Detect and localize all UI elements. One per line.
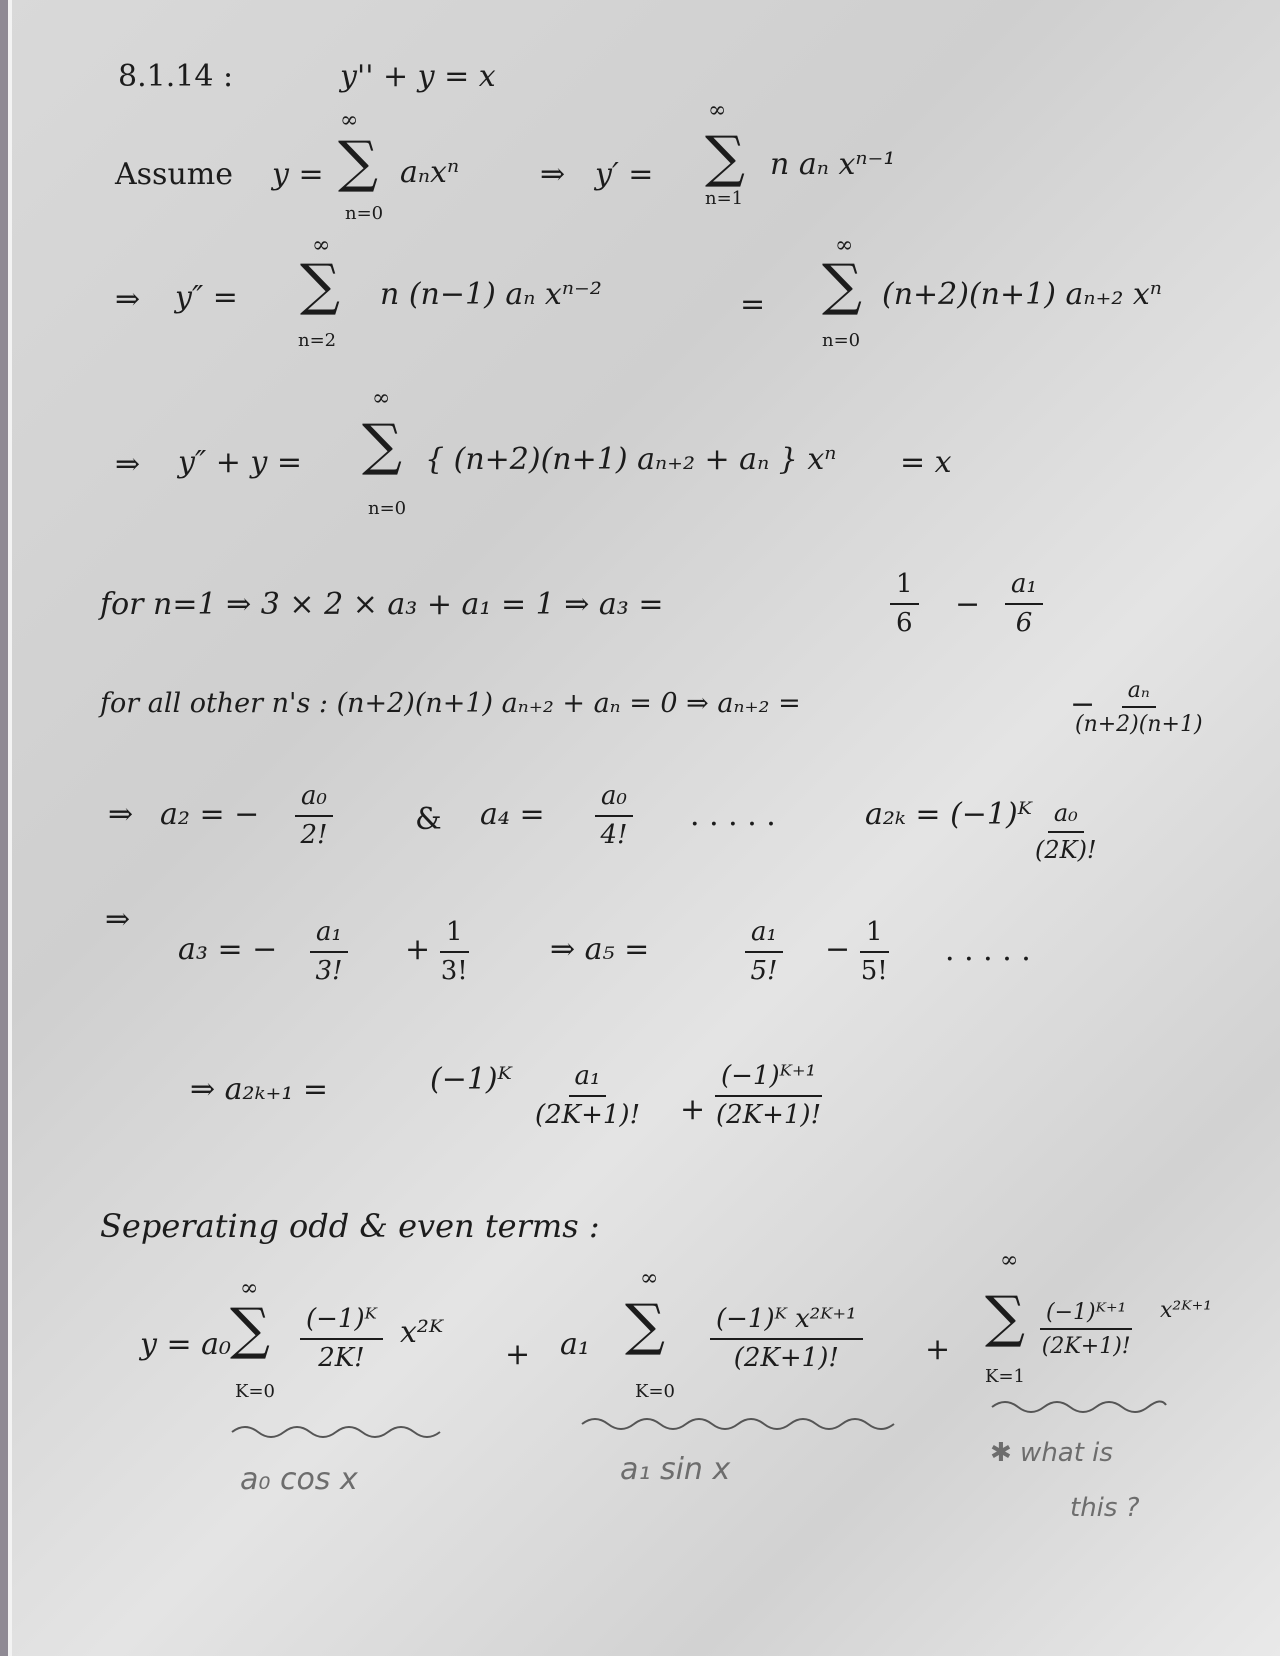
a2k-expression: a₂ₖ = (−1)ᴷ	[865, 797, 1032, 832]
fraction-1-over-6: $\frac{1}{6}$	[890, 570, 919, 639]
a3-expression: a₃ = −	[178, 932, 278, 967]
derivative-term: n aₙ xⁿ⁻¹	[770, 147, 896, 182]
ellipsis: · · · · ·	[690, 807, 776, 842]
second-derivative-term: n (n−1) aₙ xⁿ⁻²	[380, 277, 602, 312]
plus: +	[505, 1337, 531, 1372]
sum-sign: ∑	[362, 413, 402, 478]
recurrence-relation: for all other n's : (n+2)(n+1) aₙ₊₂ + aₙ = 0 ⇒ aₙ₊₂ =	[100, 688, 801, 719]
wavy-underline-sin	[580, 1412, 900, 1432]
implies: ⇒	[115, 447, 141, 482]
fraction-a0-over-2fact: $\frac{\text{a₀}}{2!}$	[295, 782, 333, 851]
wavy-underline-extra	[990, 1395, 1170, 1415]
fraction-1-over-3fact: $\frac{1}{3!}$	[440, 917, 468, 986]
sum-lower-limit: K=0	[635, 1381, 675, 1402]
note-sin: a₁ sin x	[620, 1452, 731, 1487]
extra-series-fraction: $\frac{\text{(−1)ᴷ⁺¹}}{(2K+1)!}$	[1041, 1300, 1131, 1360]
x-power-2k: x²ᴷ	[400, 1315, 444, 1350]
implies: ⇒	[540, 157, 566, 192]
ode-rhs: = x	[900, 445, 952, 480]
plus: +	[925, 1332, 951, 1367]
fraction-a1-over-2k1-fact: $\frac{\text{a₁}}{(2K+1)!}$	[535, 1061, 641, 1130]
sum-sign: ∑	[625, 1293, 665, 1358]
fraction-signed-over-2k1-fact: $\frac{\text{(−1)ᴷ⁺¹}}{(2K+1)!}$	[715, 1061, 822, 1130]
fraction-a0-over-4fact: $\frac{\text{a₀}}{4!}$	[595, 782, 633, 851]
implies: ⇒	[115, 282, 141, 317]
sum-upper-limit: ∞	[312, 233, 331, 258]
sum-lower-limit: n=0	[822, 330, 861, 351]
sum-upper-limit: ∞	[1000, 1248, 1019, 1273]
plus: +	[680, 1092, 706, 1127]
a4-expression: a₄ =	[480, 797, 545, 832]
a2-expression: a₂ = −	[160, 797, 260, 832]
separating-heading: Seperating odd & even terms :	[100, 1207, 600, 1245]
page-edge-highlight	[8, 0, 12, 1656]
ellipsis: · · · · ·	[945, 942, 1031, 977]
sum-sign: ∑	[705, 125, 745, 190]
cos-series-fraction: $\frac{\text{(−1)ᴷ}}{2K!}$	[300, 1305, 383, 1374]
sign-factor: (−1)ᴷ	[430, 1062, 512, 1097]
sum-sign: ∑	[300, 253, 340, 318]
ampersand: &	[415, 802, 442, 837]
a5-expression: ⇒ a₅ =	[550, 932, 650, 967]
wavy-underline-cos	[230, 1420, 450, 1440]
sum-lower-limit: n=0	[345, 203, 384, 224]
page-edge	[0, 0, 8, 1656]
plus: +	[405, 932, 431, 967]
sum-lower-limit: n=2	[298, 330, 337, 351]
case-n-equals-1: for n=1 ⇒ 3 × 2 × a₃ + a₁ = 1 ⇒ a₃ =	[100, 587, 664, 622]
x-power-2k1: x²ᴷ⁺¹	[1160, 1298, 1213, 1323]
sum-sign: ∑	[822, 253, 862, 318]
sum-lower-limit: n=0	[368, 498, 407, 519]
a2k1-expression: ⇒ a₂ₖ₊₁ =	[190, 1072, 329, 1107]
fraction-a1-over-5fact: $\frac{\text{a₁}}{5!}$	[745, 918, 783, 987]
fraction-a0-over-2k-fact: $\frac{\text{a₀}}{(2K)!}$	[1035, 799, 1097, 864]
series-term: aₙxⁿ	[400, 155, 460, 190]
implies: ⇒	[105, 902, 131, 937]
note-question-1: ✱ what is	[990, 1438, 1113, 1468]
sum-sign: ∑	[985, 1285, 1025, 1350]
a1-coefficient: a₁	[560, 1327, 590, 1362]
sum-sign: ∑	[338, 130, 378, 195]
ode-equation: y'' + y = x	[340, 59, 496, 94]
sum-upper-limit: ∞	[340, 108, 359, 133]
combined-series: { (n+2)(n+1) aₙ₊₂ + aₙ } xⁿ	[425, 442, 837, 477]
minus: −	[825, 932, 851, 967]
solution-lhs: y = a₀	[140, 1327, 232, 1362]
sin-series-fraction: $\frac{\text{(−1)ᴷ x²ᴷ⁺¹}}{(2K+1)!}$	[710, 1305, 863, 1374]
minus: −	[1070, 687, 1096, 722]
sum-sign: ∑	[230, 1297, 270, 1362]
equals: =	[740, 287, 766, 322]
fraction-a1-over-6: $\frac{\text{a₁}}{6}$	[1005, 570, 1043, 639]
sum-lower-limit: K=1	[985, 1366, 1025, 1387]
note-question-2: this ?	[1070, 1493, 1140, 1523]
sum-upper-limit: ∞	[835, 233, 854, 258]
fraction-a1-over-3fact: $\frac{\text{a₁}}{3!}$	[310, 918, 348, 987]
second-derivative-lhs: y″ =	[175, 280, 238, 315]
sum-lower-limit: K=0	[235, 1381, 275, 1402]
sum-upper-limit: ∞	[640, 1266, 659, 1291]
shifted-term: (n+2)(n+1) aₙ₊₂ xⁿ	[882, 277, 1162, 312]
assume-word: Assume	[115, 157, 233, 192]
series-lhs: y =	[272, 157, 324, 192]
minus: −	[955, 587, 981, 622]
sum-upper-limit: ∞	[372, 386, 391, 411]
note-cos: a₀ cos x	[240, 1462, 358, 1497]
ode-lhs: y″ + y =	[178, 445, 302, 480]
recurrence-fraction: $\frac{\text{aₙ}}{(n+2)(n+1)}$	[1075, 678, 1203, 738]
derivative-lhs: y′ =	[595, 157, 654, 192]
problem-number: 8.1.14 :	[118, 59, 234, 94]
sum-upper-limit: ∞	[708, 98, 727, 123]
sum-upper-limit: ∞	[240, 1276, 259, 1301]
sum-lower-limit: n=1	[705, 188, 744, 209]
implies: ⇒	[108, 797, 134, 832]
fraction-1-over-5fact: $\frac{1}{5!}$	[860, 917, 888, 986]
